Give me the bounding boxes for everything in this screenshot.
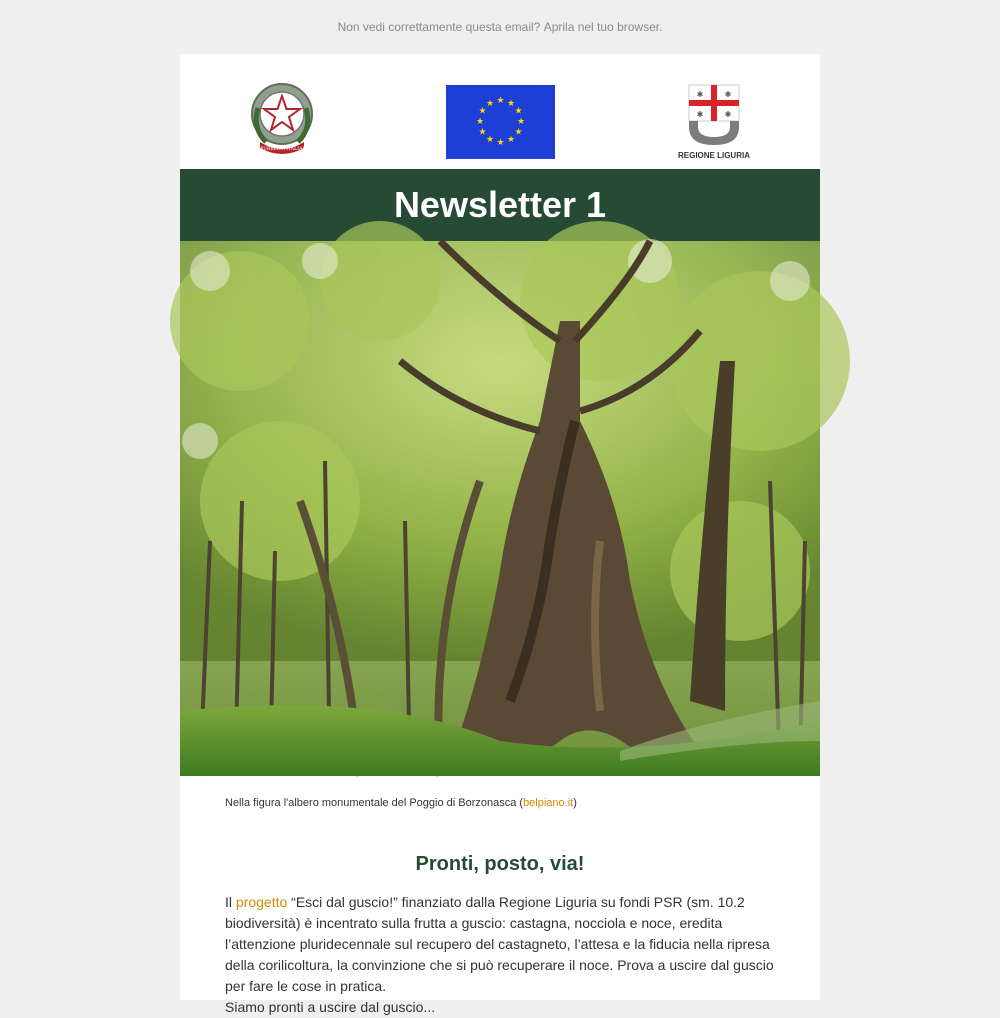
caption-source-link[interactable]: belpiano.it [523, 797, 574, 809]
regione-liguria-logo-icon [674, 83, 754, 161]
intro-text-rest: “Esci dal guscio!” finanziato dalla Regione Liguria su fondi PSR (sm. 10.2 biodiversità) è incentrato sulla frutta a guscio: castagna, nocciola e noce, eredita l’attenzione pluridecennale sul recupero del castagneto, l’attesa e la fiducia nella ripresa della corilicoltura, la convinzione che si può recuperare il noce. Prova a uscire dal guscio per fare le cose in pratica. [225, 894, 774, 994]
svg-text:★: ★ [514, 127, 523, 138]
intro-next-line: Siamo pronti a uscire dal guscio... [225, 999, 436, 1015]
newsletter-banner [180, 169, 820, 241]
svg-text:★: ★ [514, 106, 523, 117]
caption-text: Nella figura l'albero monumentale del Poggio di Borzonasca ( [225, 797, 524, 809]
svg-text:★: ★ [485, 135, 495, 145]
italy-emblem-text: REPUBBLICA ITALIANA [254, 147, 310, 152]
svg-text:★: ★ [496, 96, 505, 106]
svg-text:★: ★ [506, 135, 516, 145]
svg-text:★: ★ [516, 117, 526, 127]
svg-text:★: ★ [496, 138, 505, 148]
italian-republic-emblem-icon [246, 78, 318, 158]
svg-text:✱: ✱ [724, 90, 732, 99]
intro-text-start: Il [225, 894, 236, 910]
svg-text:✱: ✱ [696, 90, 704, 99]
photo-caption [180, 776, 820, 852]
open-in-browser-link[interactable]: Aprila nel tuo browser. [543, 20, 663, 34]
intro-paragraph [180, 892, 820, 1018]
svg-text:✱: ✱ [696, 110, 704, 119]
preheader [0, 0, 1000, 54]
section-title: Pronti, posto, via! [415, 853, 585, 875]
progetto-link[interactable]: progetto [235, 894, 288, 910]
monumental-tree-photo[interactable] [180, 241, 820, 776]
svg-text:★: ★ [478, 106, 487, 117]
email-body [180, 54, 820, 1015]
liguria-logo-text: REGIONE LIGURIA [677, 151, 751, 160]
svg-text:✱: ✱ [724, 110, 732, 119]
eu-flag-icon [446, 85, 555, 159]
newsletter-title: Newsletter 1 [393, 184, 607, 225]
svg-text:★: ★ [478, 127, 487, 138]
svg-text:★: ★ [485, 99, 495, 109]
svg-text:★: ★ [475, 117, 485, 127]
logo-header [180, 54, 820, 169]
caption-text-end: ) [573, 797, 577, 809]
svg-text:★: ★ [506, 99, 516, 109]
preheader-text: Non vedi correttamente questa email? [337, 20, 541, 34]
